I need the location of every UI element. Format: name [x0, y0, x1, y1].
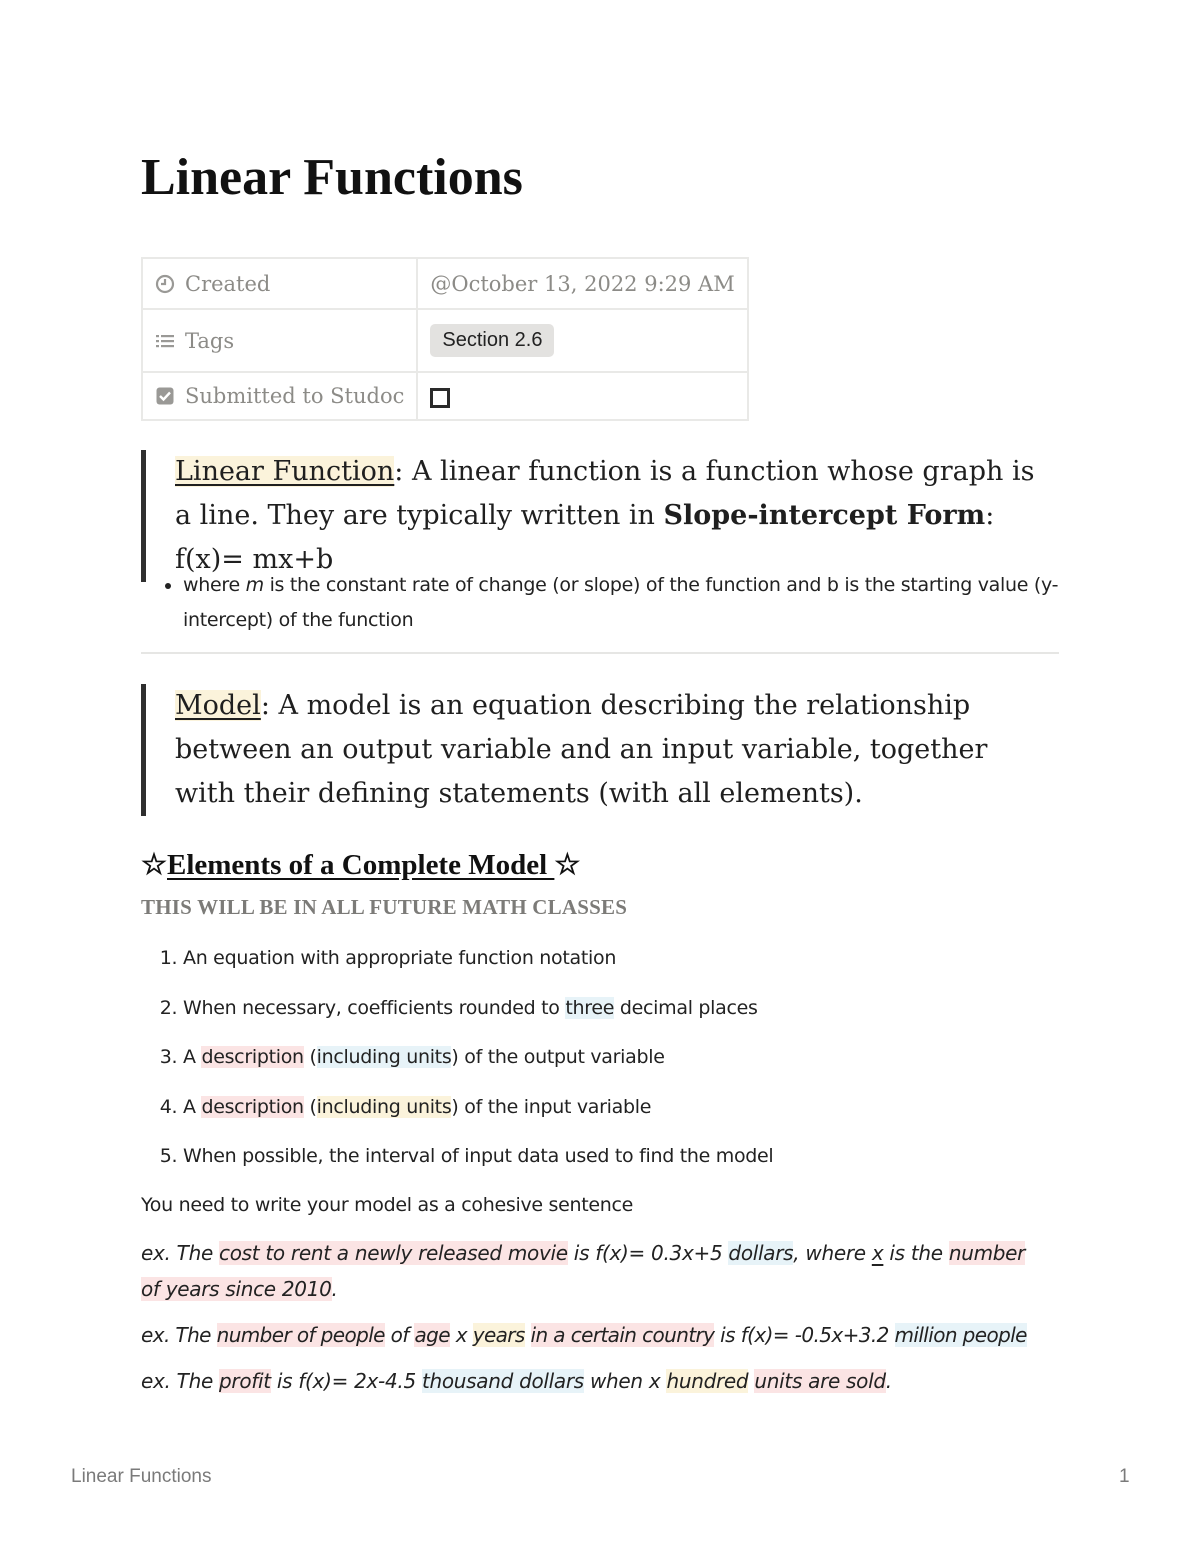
- caps-note: THIS WILL BE IN ALL FUTURE MATH CLASSES: [141, 895, 628, 919]
- property-key-created: Created: [185, 271, 271, 296]
- sentence-note: You need to write your model as a cohesive sentence: [141, 1194, 634, 1216]
- list-item: 1. An equation with appropriate function notation: [183, 935, 1059, 985]
- property-row-tags: [142, 309, 748, 372]
- term-model: Model: [175, 690, 261, 721]
- elements-list: [141, 935, 1059, 1183]
- example-3: ex. The profit is f(x)= 2x-4.5 thousand dollars when x hundred units are sold.: [141, 1369, 892, 1393]
- created-date-value: @October 13, 2022 9:29 AM: [430, 271, 735, 296]
- footer-title: Linear Functions: [71, 1466, 212, 1487]
- elements-heading: ☆Elements of a Complete Model ☆: [141, 849, 581, 881]
- star-icon: ☆: [141, 849, 167, 881]
- clock-icon: [155, 274, 175, 294]
- property-key-submitted: Submitted to Studoc: [185, 384, 405, 408]
- example-1: ex. The cost to rent a newly released movie is f(x)= 0.3x+5 dollars, where x is the number of years since 2010.: [141, 1241, 1026, 1301]
- checkbox-icon: [155, 386, 175, 406]
- property-row-submitted: [142, 372, 748, 420]
- property-row-created: [142, 258, 748, 309]
- list-item: • where m is the constant rate of change (or slope) of the function and b is the starting value (y-intercept) of the function: [183, 568, 1101, 638]
- properties-table: [141, 257, 749, 421]
- list-item: 5. When possible, the interval of input data used to find the model: [183, 1133, 1059, 1183]
- linear-function-callout: Linear Function: A linear function is a function whose graph is a line. They are typically written in Slope-intercept Form: f(x)= mx+b: [141, 450, 1035, 582]
- property-key-tags: Tags: [185, 328, 235, 353]
- term-linear-function: Linear Function: [175, 456, 395, 487]
- page-title: Linear Functions: [141, 149, 523, 206]
- model-callout: Model: A model is an equation describing the relationship between an output variable and an input variable, together with their defining statements (with all elements).: [141, 684, 1025, 816]
- submitted-checkbox[interactable]: [430, 388, 450, 408]
- list-icon: [155, 331, 175, 351]
- tag-badge[interactable]: Section 2.6: [430, 324, 554, 357]
- page-number: 1: [1119, 1466, 1130, 1487]
- slope-intercept-form: Slope-intercept Form: [663, 500, 986, 531]
- definition-bullet-list: [141, 568, 1101, 638]
- list-item: 4. A description (including units) of the input variable: [183, 1084, 1059, 1134]
- example-2: ex. The number of people of age x years in a certain country is f(x)= -0.5x+3.2 million people: [141, 1323, 1027, 1347]
- star-icon: ☆: [554, 849, 581, 881]
- list-item: 2. When necessary, coefficients rounded to three decimal places: [183, 985, 1059, 1035]
- divider: [141, 652, 1059, 654]
- list-item: 3. A description (including units) of the output variable: [183, 1034, 1059, 1084]
